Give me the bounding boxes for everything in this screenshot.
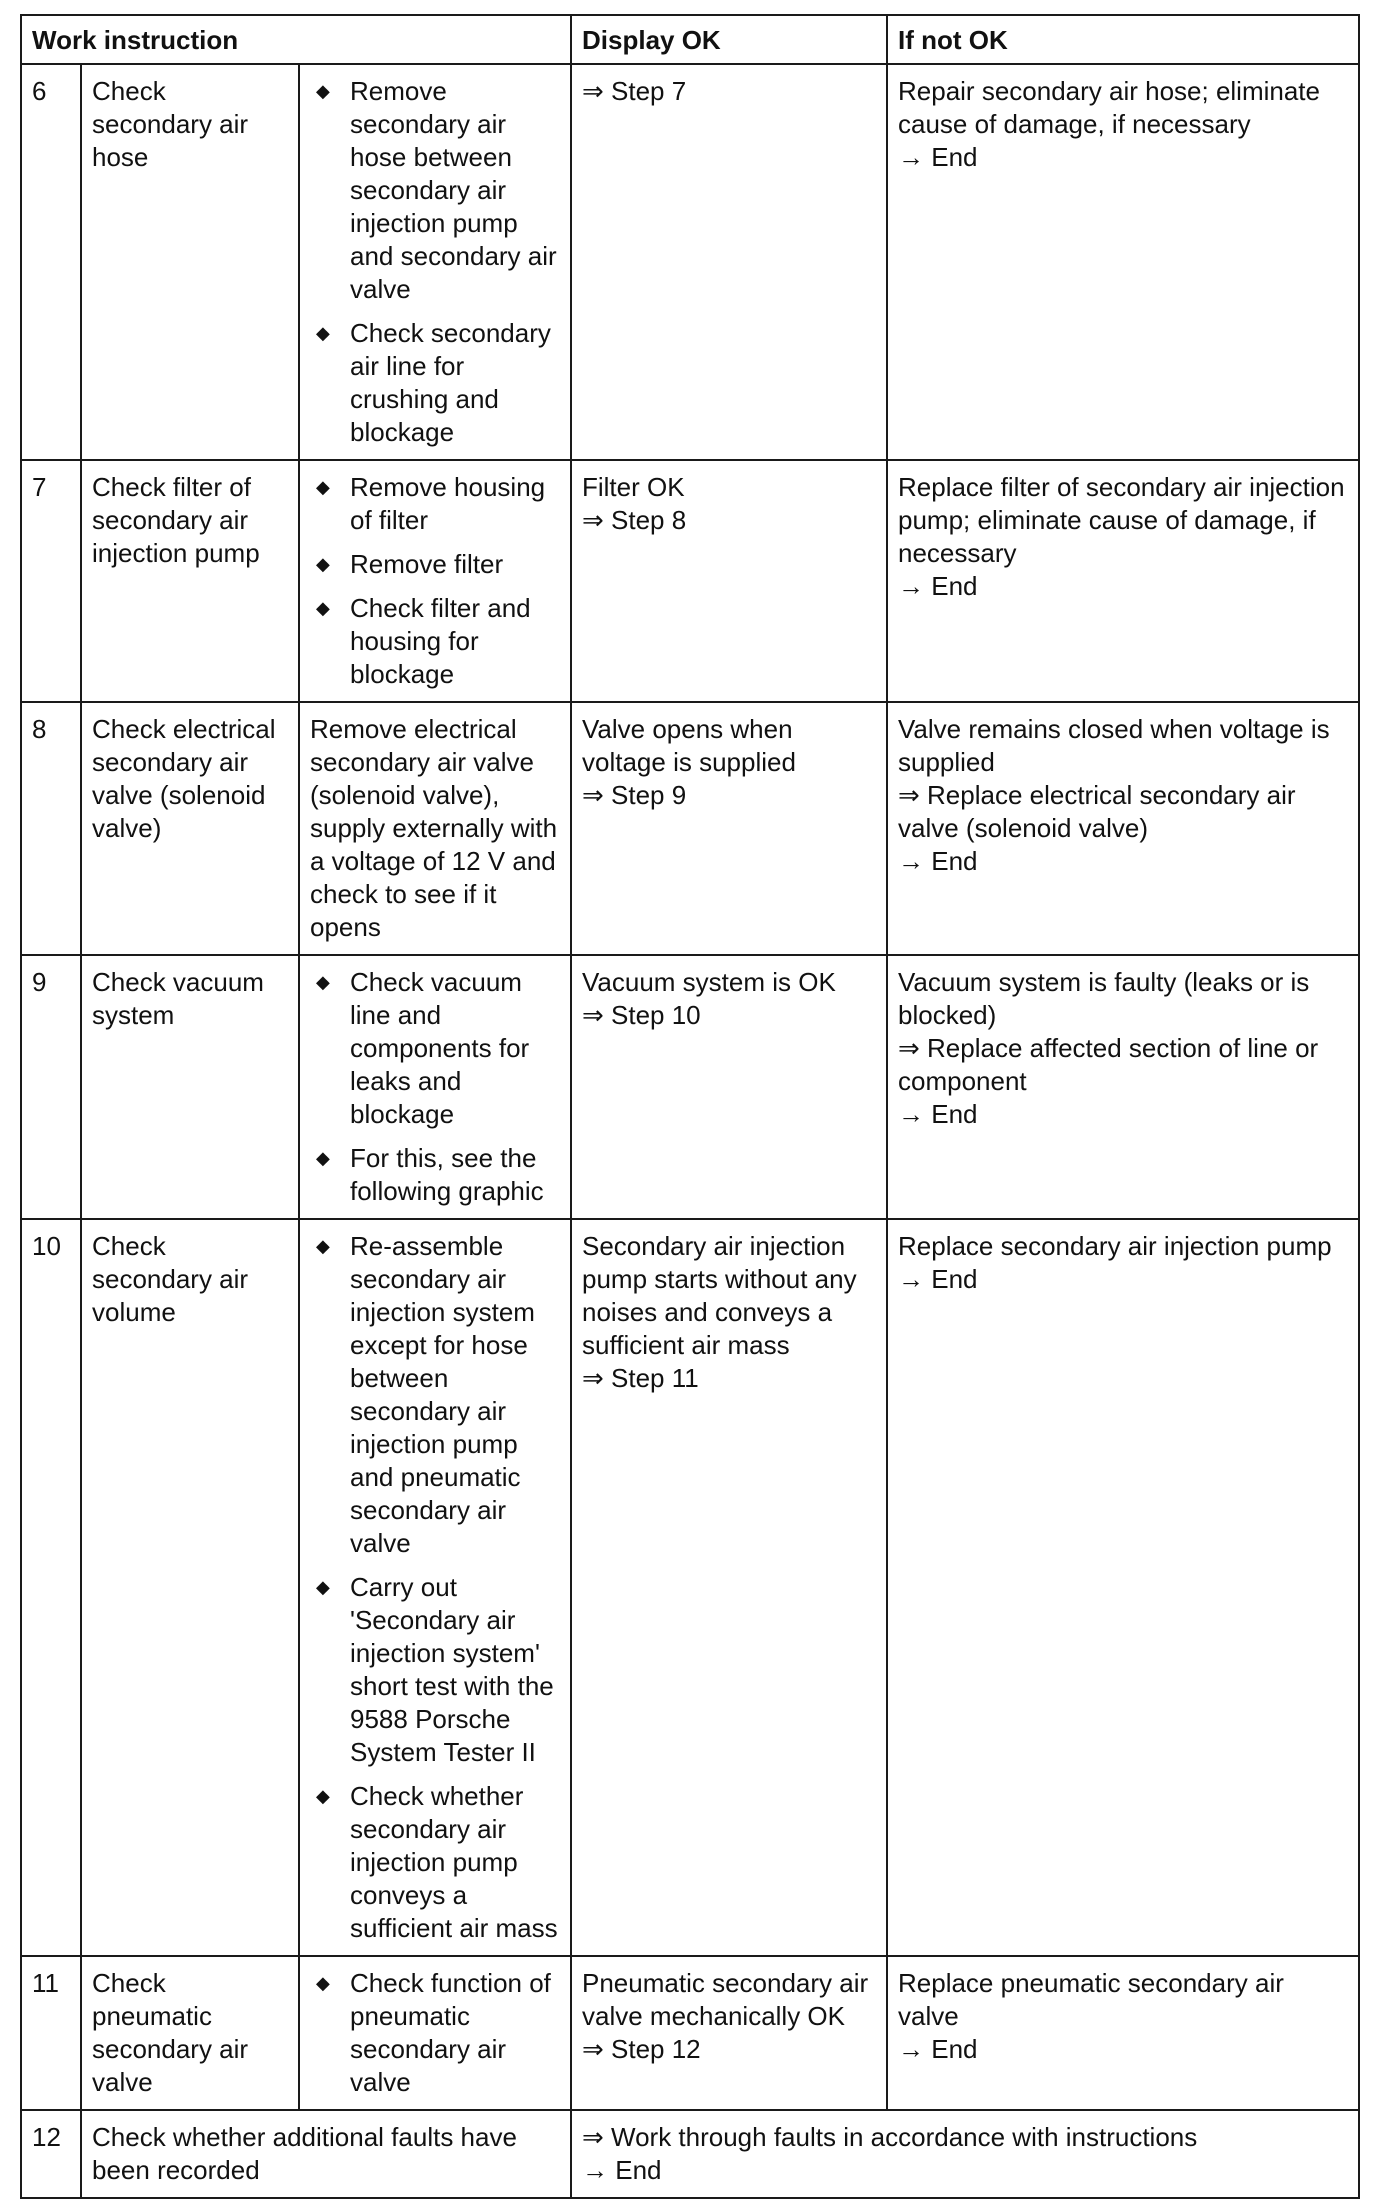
- instruction-text: Remove filter: [350, 549, 504, 579]
- instruction-item: [310, 1780, 560, 1945]
- table-body: [21, 64, 1359, 2198]
- not-ok-line: Vacuum system is faulty (leaks or is blocked): [898, 967, 1310, 1030]
- display-ok-cell: [571, 64, 887, 460]
- instruction-list: [310, 471, 560, 691]
- not-ok-line: Replace secondary air injection pump: [898, 1231, 1332, 1261]
- diamond-bullet-icon: ◆: [316, 81, 330, 101]
- if-not-ok-cell: [887, 460, 1359, 702]
- not-ok-line: → End: [898, 1264, 978, 1294]
- diamond-bullet-icon: ◆: [316, 598, 330, 618]
- instruction-text: Remove secondary air hose between secondary air injection pump and secondary air valve: [350, 76, 557, 304]
- not-ok-line: ⇒ Replace affected section of line or component: [898, 1033, 1319, 1096]
- work-instruction-table: [20, 14, 1360, 2199]
- if-not-ok-cell: [887, 702, 1359, 955]
- instruction-item: [310, 966, 560, 1131]
- instruction-list: [310, 1230, 560, 1945]
- not-ok-line: Replace pneumatic secondary air valve: [898, 1968, 1284, 2031]
- not-ok-line: → End: [898, 1099, 978, 1129]
- result-line: → End: [582, 2155, 662, 2185]
- step-instructions: [299, 1219, 571, 1956]
- diamond-bullet-icon: ◆: [316, 1577, 330, 1597]
- instruction-item: [310, 592, 560, 691]
- instruction-item: [310, 1230, 560, 1560]
- diamond-bullet-icon: ◆: [316, 1973, 330, 1993]
- step-instructions: [299, 64, 571, 460]
- step-number: 10: [21, 1219, 81, 1956]
- ok-line: ⇒ Step 7: [582, 76, 687, 106]
- diamond-bullet-icon: ◆: [316, 1148, 330, 1168]
- instruction-list: [310, 1967, 560, 2099]
- step-instructions: Remove electrical secondary air valve (solenoid valve), supply externally with a voltage of 12 V and check to see if it opens: [299, 702, 571, 955]
- not-ok-line: → End: [898, 846, 978, 876]
- table-row: [21, 955, 1359, 1219]
- step-task: Check filter of secondary air injection pump: [81, 460, 299, 702]
- step-task: Check secondary air hose: [81, 64, 299, 460]
- instruction-text: Check secondary air line for crushing and blockage: [350, 318, 551, 447]
- table-row: [21, 702, 1359, 955]
- ok-line: Pneumatic secondary air valve mechanically OK: [582, 1968, 869, 2031]
- step-number: 9: [21, 955, 81, 1219]
- not-ok-line: → End: [898, 571, 978, 601]
- step-task: Check electrical secondary air valve (solenoid valve): [81, 702, 299, 955]
- table-row: [21, 1956, 1359, 2110]
- if-not-ok-cell: [887, 64, 1359, 460]
- if-not-ok-cell: [887, 1219, 1359, 1956]
- table-row: [21, 2110, 1359, 2198]
- instruction-text: Carry out 'Secondary air injection system' short test with the 9588 Porsche System Tester II: [350, 1572, 554, 1767]
- step-instructions: [299, 460, 571, 702]
- not-ok-line: ⇒ Replace electrical secondary air valve (solenoid valve): [898, 780, 1296, 843]
- ok-line: ⇒ Step 8: [582, 505, 687, 535]
- diamond-bullet-icon: ◆: [316, 972, 330, 992]
- header-display-ok: Display OK: [571, 15, 887, 64]
- ok-line: ⇒ Step 12: [582, 2034, 701, 2064]
- header-row: [21, 15, 1359, 64]
- step-instructions: [299, 1956, 571, 2110]
- step-number: 8: [21, 702, 81, 955]
- not-ok-line: → End: [898, 2034, 978, 2064]
- display-ok-cell: [571, 460, 887, 702]
- result-line: ⇒ Work through faults in accordance with instructions: [582, 2122, 1198, 2152]
- diamond-bullet-icon: ◆: [316, 1786, 330, 1806]
- ok-line: Secondary air injection pump starts without any noises and conveys a sufficient air mass: [582, 1231, 857, 1360]
- instruction-item: [310, 75, 560, 306]
- instruction-text: Check function of pneumatic secondary air valve: [350, 1968, 551, 2097]
- instruction-text: Re-assemble secondary air injection system except for hose between secondary air injection pump and pneumatic secondary air valve: [350, 1231, 535, 1558]
- ok-line: Filter OK: [582, 472, 685, 502]
- display-ok-cell: [571, 955, 887, 1219]
- instruction-item: [310, 1571, 560, 1769]
- if-not-ok-cell: [887, 1956, 1359, 2110]
- ok-line: Vacuum system is OK: [582, 967, 836, 997]
- diamond-bullet-icon: ◆: [316, 477, 330, 497]
- instruction-item: [310, 1142, 560, 1208]
- ok-line: ⇒ Step 10: [582, 1000, 701, 1030]
- diamond-bullet-icon: ◆: [316, 1236, 330, 1256]
- instruction-text: Check vacuum line and components for leaks and blockage: [350, 967, 530, 1129]
- display-ok-cell: [571, 1956, 887, 2110]
- not-ok-line: Valve remains closed when voltage is supplied: [898, 714, 1330, 777]
- step-task: Check pneumatic secondary air valve: [81, 1956, 299, 2110]
- step-instructions: [299, 955, 571, 1219]
- instruction-text: Check filter and housing for blockage: [350, 593, 531, 689]
- instruction-item: [310, 1967, 560, 2099]
- header-work-instruction: Work instruction: [21, 15, 571, 64]
- ok-line: ⇒ Step 9: [582, 780, 687, 810]
- step-task: Check vacuum system: [81, 955, 299, 1219]
- instruction-list: [310, 75, 560, 449]
- table-row: [21, 460, 1359, 702]
- instruction-text: Check whether secondary air injection pump conveys a sufficient air mass: [350, 1781, 558, 1943]
- step-task: Check whether additional faults have been recorded: [81, 2110, 571, 2198]
- step-number: 6: [21, 64, 81, 460]
- instruction-item: [310, 471, 560, 537]
- step-number: 11: [21, 1956, 81, 2110]
- step-result: [571, 2110, 1359, 2198]
- instruction-item: [310, 317, 560, 449]
- if-not-ok-cell: [887, 955, 1359, 1219]
- diamond-bullet-icon: ◆: [316, 323, 330, 343]
- instruction-list: [310, 966, 560, 1208]
- not-ok-line: → End: [898, 142, 978, 172]
- header-if-not-ok: If not OK: [887, 15, 1359, 64]
- display-ok-cell: [571, 702, 887, 955]
- step-number: 7: [21, 460, 81, 702]
- display-ok-cell: [571, 1219, 887, 1956]
- step-number: 12: [21, 2110, 81, 2198]
- ok-line: Valve opens when voltage is supplied: [582, 714, 796, 777]
- diamond-bullet-icon: ◆: [316, 554, 330, 574]
- table-row: [21, 64, 1359, 460]
- instruction-text: For this, see the following graphic: [350, 1143, 544, 1206]
- table-row: [21, 1219, 1359, 1956]
- ok-line: ⇒ Step 11: [582, 1363, 699, 1393]
- not-ok-line: Replace filter of secondary air injection pump; eliminate cause of damage, if necessary: [898, 472, 1345, 568]
- not-ok-line: Repair secondary air hose; eliminate cause of damage, if necessary: [898, 76, 1320, 139]
- step-task: Check secondary air volume: [81, 1219, 299, 1956]
- instruction-text: Remove housing of filter: [350, 472, 546, 535]
- instruction-item: [310, 548, 560, 581]
